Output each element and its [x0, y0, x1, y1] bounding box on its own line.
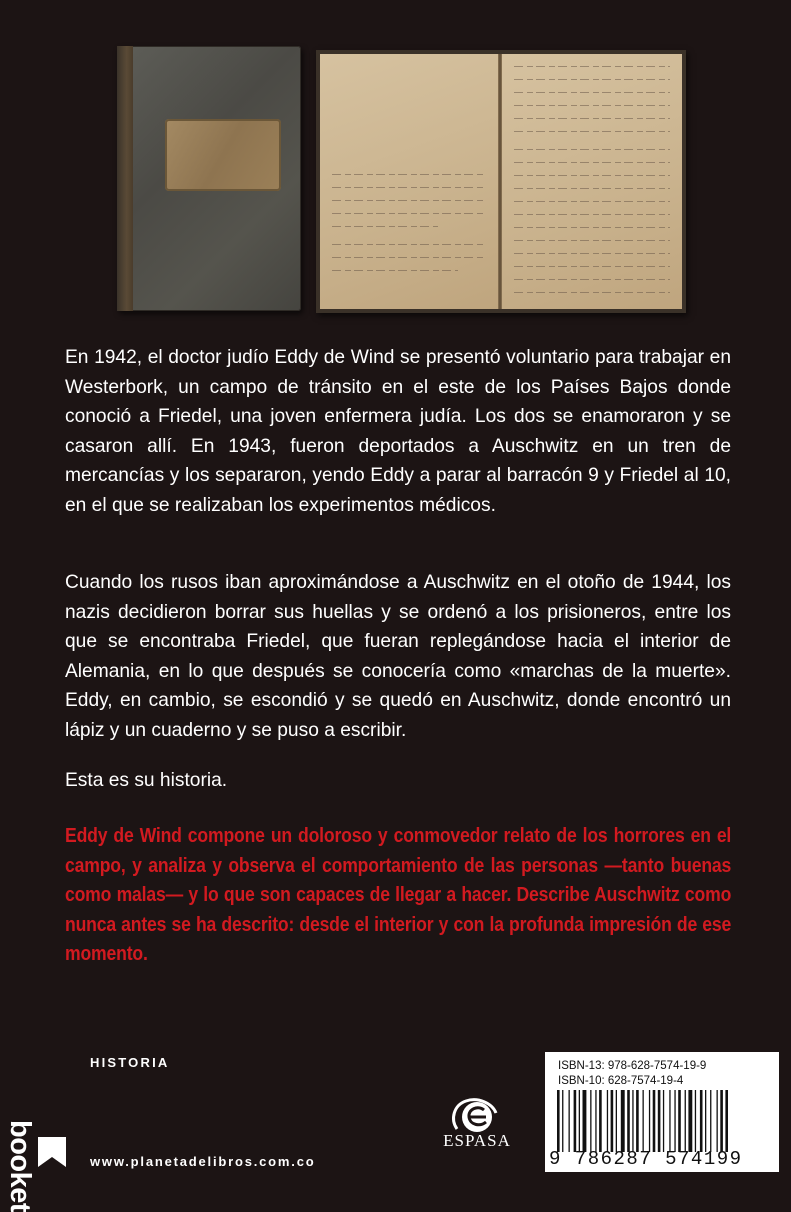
- barcode-bar: [688, 1090, 692, 1152]
- barcode-bar: [717, 1090, 718, 1152]
- barcode-bar: [611, 1090, 614, 1152]
- barcode-bar: [557, 1090, 560, 1152]
- barcode-bar: [643, 1090, 644, 1152]
- barcode-bar: [720, 1090, 723, 1152]
- barcode-bar: [653, 1090, 656, 1152]
- highlight-blurb: Eddy de Wind compone un doloroso y conmovedor relato de los horrores en el campo, y analiza y observa el comportamiento de las personas —tanto buenas como malas— y lo que son capaces de llegar a hacer. Describe Auschwitz como nunca antes se ha descrito: desde el interior y con la profunda impresión de ese momento.: [65, 825, 732, 965]
- barcode-bars: [553, 1090, 773, 1152]
- barcode-bar: [627, 1090, 630, 1152]
- barcode-bar: [700, 1090, 703, 1152]
- barcode-bar: [595, 1090, 596, 1152]
- barcode-bar: [725, 1090, 728, 1152]
- cover-photos: [0, 0, 791, 330]
- description-paragraph-2: Cuando los rusos iban aproximándose a Auschwitz en el otoño de 1944, los nazis decidieron borrar sus huellas y se ordenó a los prisioneros, entre los que se encontraba Friedel, que fueran replegándose hacia el interior de Alemania, en lo que después se conocería como «marchas de la muerte». Eddy, en cambio, se escondió y se quedó en Auschwitz, donde encontró un lápiz y un cuaderno y se puso a escribir.: [65, 572, 731, 741]
- website-url[interactable]: www.planetadelibros.com.co: [90, 1154, 316, 1169]
- barcode-bar: [695, 1090, 696, 1152]
- barcode-bar: [590, 1090, 591, 1152]
- publisher-name: ESPASA: [443, 1131, 511, 1150]
- booket-logo: booket: [4, 1120, 36, 1212]
- barcode-box: [545, 1052, 779, 1172]
- barcode-bar: [599, 1090, 602, 1152]
- barcode-bar: [678, 1090, 681, 1152]
- barcode-bar: [616, 1090, 617, 1152]
- booket-bookmark-icon: [38, 1137, 66, 1167]
- barcode-bar: [607, 1090, 608, 1152]
- barcode-bar: [583, 1090, 587, 1152]
- barcode-bar: [636, 1090, 639, 1152]
- barcode-bar: [562, 1090, 563, 1152]
- barcode-bar: [574, 1090, 577, 1152]
- barcode-bar: [621, 1090, 625, 1152]
- notebook-spine: [117, 46, 133, 311]
- description-paragraph-1: En 1942, el doctor judío Eddy de Wind se presentó voluntario para trabajar en Westerbork, un campo de tránsito en el este de los Países Bajos donde conoció a Friedel, una joven enfermera judía. Los dos se enamoraron y se casaron allí. En 1943, fueron deportados a Auschwitz en un tren de mercancías y los separaron, yendo Eddy a parar al barracón 9 y Friedel al 10, en el que se realizaban los experimentos médicos.: [65, 347, 731, 516]
- notebook-label-patch: [165, 119, 281, 191]
- barcode-bar: [569, 1090, 570, 1152]
- description-paragraph-3: Esta es su historia.: [65, 770, 228, 791]
- closed-notebook-photo: [117, 46, 301, 311]
- isbn-10: ISBN-10: 628-7574-19-4: [558, 1075, 684, 1087]
- barcode-bar: [705, 1090, 706, 1152]
- notebook-left-page: [320, 54, 498, 309]
- barcode-bar: [579, 1090, 580, 1152]
- category-label: HISTORIA: [90, 1055, 170, 1070]
- barcode-bar: [663, 1090, 664, 1152]
- barcode-bar: [632, 1090, 633, 1152]
- barcode-bar: [649, 1090, 650, 1152]
- barcode-bar: [710, 1090, 711, 1152]
- isbn-13: ISBN-13: 978-628-7574-19-9: [558, 1060, 707, 1072]
- open-notebook-photo: [316, 50, 686, 313]
- barcode-bar: [669, 1090, 670, 1152]
- barcode-number: 9 786287 574199: [549, 1148, 743, 1170]
- notebook-right-page: [502, 54, 682, 309]
- barcode-bar: [674, 1090, 675, 1152]
- barcode-bar: [658, 1090, 661, 1152]
- barcode-bar: [685, 1090, 686, 1152]
